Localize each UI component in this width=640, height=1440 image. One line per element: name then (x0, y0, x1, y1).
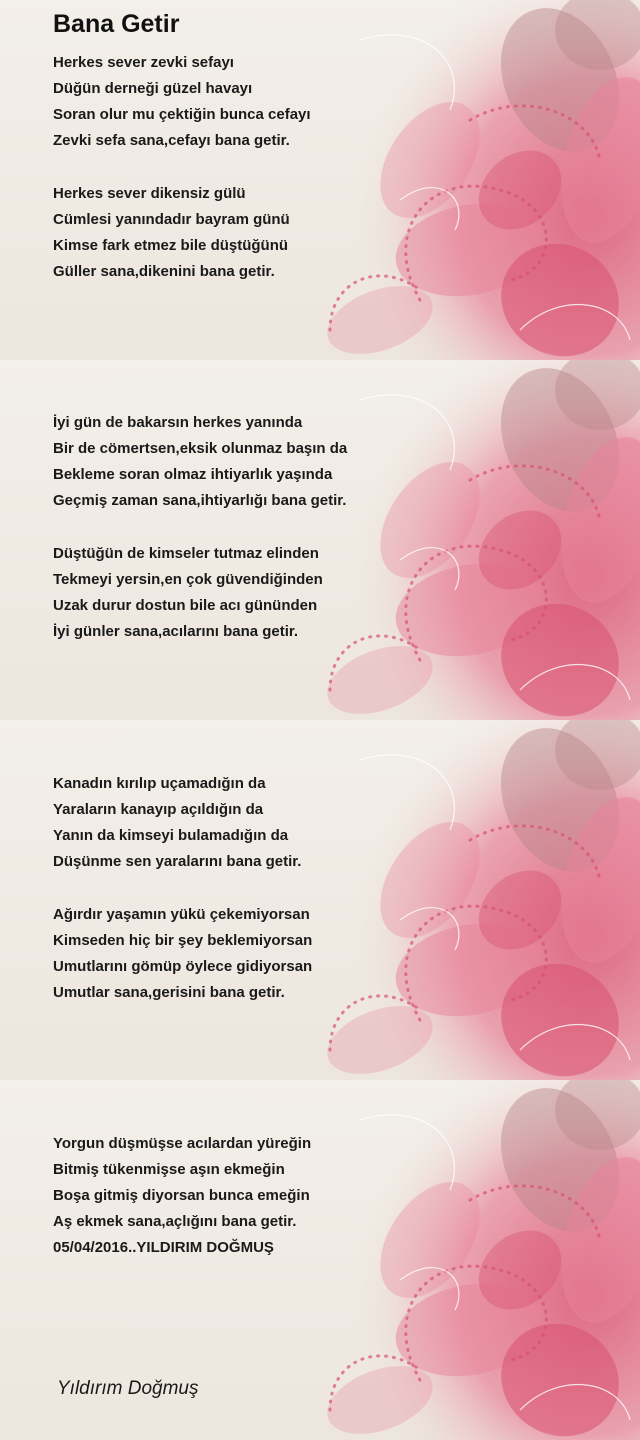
poem-line: Güller sana,dikenini bana getir. (53, 263, 275, 280)
poem-line: Düştüğün de kimseler tutmaz elinden (53, 545, 319, 562)
poem-stanza (53, 1131, 311, 1261)
poem-line: Kimseden hiç bir şey beklemiyorsan (53, 932, 313, 949)
poem-line: Geçmiş zaman sana,ihtiyarlığı bana getir. (53, 492, 347, 509)
poem-line: Kimse fark etmez bile düştüğünü (53, 237, 289, 254)
poem-line: Ağırdır yaşamın yükü çekemiyorsan (53, 906, 310, 923)
poem-line: Düşünme sen yaralarını bana getir. (53, 853, 302, 870)
poem-stanza (53, 181, 290, 285)
poem-stanza (53, 410, 347, 514)
poem-line: Bir de cömertsen,eksik olunmaz başın da (53, 440, 348, 457)
poem-line: Kanadın kırılıp uçamadığın da (53, 775, 266, 792)
poem-line: Herkes sever zevki sefayı (53, 54, 234, 71)
poem-line: Yaraların kanayıp açıldığın da (53, 801, 264, 818)
poem-stanza (53, 902, 312, 1006)
author-signature: Yıldırım Doğmuş (57, 1378, 199, 1399)
poem-line: Herkes sever dikensiz gülü (53, 185, 246, 202)
poem-date-signature: 05/04/2016..YILDIRIM DOĞMUŞ (53, 1239, 274, 1256)
poem-line: İyi günler sana,acılarını bana getir. (53, 623, 299, 640)
poem-line: Boşa gitmiş diyorsan bunca emeğin (53, 1187, 310, 1204)
poem-stanza (53, 771, 301, 875)
poem-line: Cümlesi yanındadır bayram günü (53, 211, 290, 228)
poem-line: Aş ekmek sana,açlığını bana getir. (53, 1213, 297, 1230)
poem-line: Zevki sefa sana,cefayı bana getir. (53, 132, 290, 149)
poem-line: Bekleme soran olmaz ihtiyarlık yaşında (53, 466, 333, 483)
poem-stanza (53, 50, 311, 154)
poem-line: Tekmeyi yersin,en çok güvendiğinden (53, 571, 323, 588)
poem-line: Bitmiş tükenmişse aşın ekmeğin (53, 1161, 285, 1178)
poem-line: Düğün derneği güzel havayı (53, 80, 253, 97)
poem-line: Umutlarını gömüp öylece gidiyorsan (53, 958, 313, 975)
poem-line: Soran olur mu çektiğin bunca cefayı (53, 106, 311, 123)
poem-title: Bana Getir (53, 10, 180, 38)
poem-line: İyi gün de bakarsın herkes yanında (53, 414, 303, 431)
poem-line: Yanın da kimseyi bulamadığın da (53, 827, 289, 844)
poem-line: Uzak durur dostun bile acı gününden (53, 597, 318, 614)
poem-stanza (53, 541, 323, 645)
poem-line: Yorgun düşmüşse acılardan yüreğin (53, 1135, 312, 1152)
poem-line: Umutlar sana,gerisini bana getir. (53, 984, 285, 1001)
